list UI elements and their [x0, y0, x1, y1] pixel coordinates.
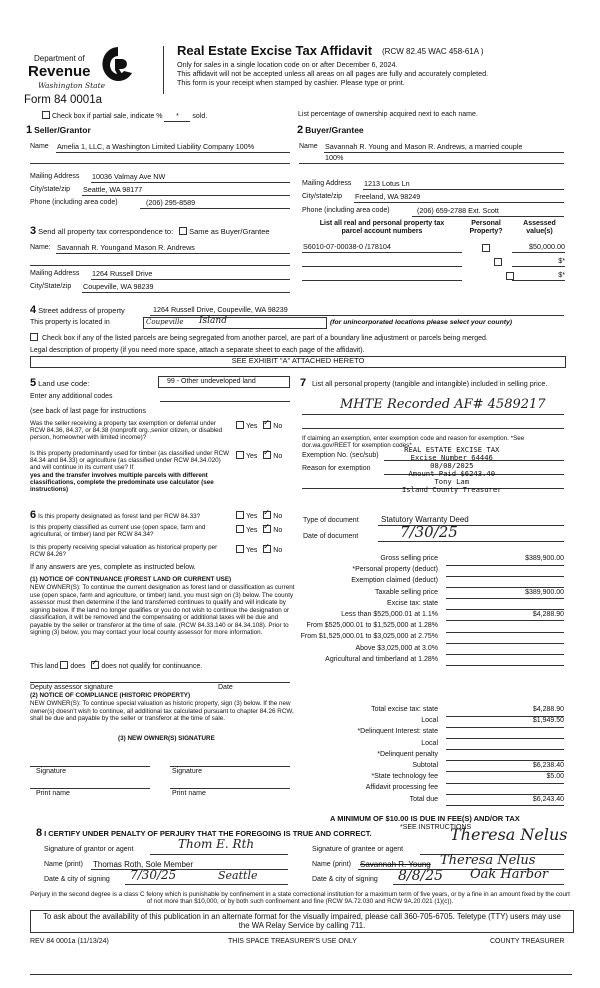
tax-row-value[interactable]: $389,900.00	[525, 588, 564, 596]
tax-row	[290, 600, 568, 611]
personal-property-label: List all personal property (tangible and intangible) included in selling price.	[312, 379, 548, 388]
land-q2-answers: Yes ✓ No	[236, 451, 282, 461]
tax-row-value[interactable]: $6,238.40	[532, 761, 564, 769]
tax-row	[290, 611, 568, 622]
minimum-fee-note: A MINIMUM OF $10.00 IS DUE IN FEE(S) AND/OR TAX	[330, 814, 520, 823]
partial-sale-row: Check box if partial sale, indicate % * sold.	[42, 111, 207, 122]
section6-q2: Is this property classified as current use (open space, farm and agricultural, or timber) land per RCW 84.34?	[30, 524, 206, 539]
land-q2: Is this property predominantly used for timber (as classified under RCW 84.34 and 84.33) or agriculture (as classified under RCW 84.34.020) and will continue in its current use? If	[30, 450, 230, 472]
grantor-city-field[interactable]: Seattle	[218, 869, 258, 882]
exemption-instruction: If claiming an exemption, enter exemption code and reason for exemption. *See dor.wa.gov/REET for exemption codes*	[302, 435, 525, 450]
deputy-signature-label: Deputy assessor signature	[30, 684, 113, 691]
legal-description-label: Legal description of property (if you need more space, attach a separate sheet to each page of the affidavit).	[30, 347, 365, 354]
form-number: Form 84 0001a	[24, 94, 102, 106]
legal-description-field[interactable]: SEE EXHIBIT "A" ATTACHED HERETO	[30, 356, 566, 368]
tax-row-label: Total due	[409, 795, 438, 803]
located-in-label: This property is located in	[30, 319, 110, 326]
dept-line-3: Washington State	[38, 81, 106, 90]
header-note-2: This affidavit will not be accepted unless all areas on all pages are fully and accurately completed.	[177, 69, 489, 78]
ownership-instruction: List percentage of ownership acquired next to each name.	[298, 111, 478, 118]
grantor-signature-label: Signature of grantor or agent	[44, 846, 134, 853]
assessed-value-1[interactable]: $50,000.00	[529, 242, 565, 251]
document-type-field[interactable]: Statutory Warranty Deed	[381, 515, 469, 524]
section6-q1-row: 6 Is this property designated as forest land per RCW 84.33?	[30, 509, 201, 521]
tax-row-label: *Delinquent Interest: state	[357, 728, 438, 736]
tax-row-label: *Personal property (deduct)	[352, 566, 438, 574]
does-qualify-checkbox[interactable]	[60, 661, 68, 669]
parcel-header-1: List all real and personal property tax parcel account numbers	[319, 220, 445, 236]
see-back-label: (see back of last page for instructions	[30, 408, 146, 415]
seller-address-field[interactable]: 10036 Valmay Ave NW	[92, 172, 166, 181]
land-use-heading: 5 Land use code:	[30, 377, 90, 389]
seller-city-field[interactable]: Seattle, WA 98177	[83, 185, 143, 194]
grantee-city-field[interactable]: Oak Harbor	[470, 867, 549, 882]
tax-row-label: Local	[421, 717, 438, 725]
seller-section-heading: 1 Seller/Grantor	[26, 124, 91, 136]
grantor-date-label: Date & city of signing	[44, 876, 110, 883]
tax-row-label: Above $3,025,000 at 3.0%	[355, 644, 438, 652]
tax-row-value[interactable]: $6,243.40	[532, 795, 564, 803]
exemption-number-label: Exemption No. (sec/sub)	[302, 452, 379, 459]
exemption-reason-label: Reason for exemption	[302, 465, 371, 472]
street-address-field[interactable]: 1264 Russell Drive, Coupeville, WA 98239	[153, 305, 288, 314]
correspondence-city-label: City/State/zip	[30, 283, 72, 290]
section6-q2-answers: Yes ✓ No	[236, 525, 282, 535]
tax-row-label: *Delinquent penalty	[377, 750, 438, 758]
buyer-address-field[interactable]: 1213 Lotus Ln	[364, 179, 410, 188]
parcel-number-1[interactable]: S6010-07-00038-0 /178104	[303, 242, 391, 251]
s6-q2-no[interactable]	[263, 525, 271, 533]
land-q1-yes[interactable]	[236, 421, 244, 429]
seller-phone-field[interactable]: (206) 295-8589	[146, 198, 196, 207]
s6-q1-yes[interactable]	[236, 511, 244, 519]
owner-signature-label-2: Signature	[172, 768, 202, 775]
correspondence-name-label: Name:	[30, 244, 51, 251]
section6-q3: Is this property receiving special valuation as historical property per RCW 84.26?	[30, 544, 218, 559]
section6-q3-answers: Yes ✓ No	[236, 545, 282, 555]
document-date-label: Date of document	[303, 533, 359, 540]
same-as-buyer-checkbox[interactable]	[179, 227, 187, 235]
land-use-code-field[interactable]: 99 - Other undeveloped land	[158, 376, 290, 388]
unincorporated-note: (for unincorporated locations please select your county)	[330, 319, 513, 326]
land-q1: Was the seller receiving a property tax exemption or deferral under RCW 84.36, 84.37, or 84.38 (nonprofit org.,senior citizen, or disabled person, homeowner with limited income)?	[30, 420, 223, 442]
buyer-city-field[interactable]: Freeland, WA 98249	[355, 192, 421, 201]
buyer-name-field-2[interactable]: 100%	[325, 153, 344, 162]
correspondence-city-field[interactable]: Coupeville, WA 98239	[83, 282, 154, 291]
certify-heading: 8 I CERTIFY UNDER PENALTY OF PERJURY THAT THE FOREGOING IS TRUE AND CORRECT.	[36, 827, 372, 839]
buyer-section-heading: 2 Buyer/Grantee	[297, 124, 364, 136]
owner-signature-heading: (3) NEW OWNER(S) SIGNATURE	[118, 735, 215, 742]
tax-row-label: Local	[421, 739, 438, 747]
title-ref: (RCW 82.45 WAC 458-61A )	[382, 47, 484, 56]
buyer-phone-field[interactable]: (206) 659-2788 Ext. Scott	[417, 206, 499, 215]
tax-row	[290, 773, 568, 784]
header-note-1: Only for sales in a single location code on or after December 6, 2024.	[177, 60, 398, 69]
tax-row	[290, 706, 568, 717]
seller-name-field[interactable]: Amelia 1, LLC, a Washington Limited Liability Company 100%	[57, 142, 255, 151]
tax-row-label: Total excise tax: state	[371, 706, 438, 713]
owner-print-name-label-2: Print name	[172, 790, 206, 797]
buyer-city-label: City/state/zip	[302, 193, 343, 200]
personal-property-checkbox-1[interactable]	[482, 244, 490, 252]
grantee-signature[interactable]: Theresa Nelus	[450, 825, 568, 844]
grantee-name-label: Name (print)	[312, 861, 351, 868]
tax-row-label: Affidavit processing fee	[365, 784, 438, 792]
tax-row	[290, 762, 568, 773]
parcel-header-2: Personal Property?	[469, 220, 503, 236]
segregated-checkbox[interactable]	[30, 333, 38, 341]
dept-line-2: Revenue	[28, 63, 91, 80]
tax-row	[290, 656, 568, 667]
revenue-logo-icon	[102, 45, 134, 85]
revision-number: REV 84 0001a (11/13/24)	[30, 938, 109, 945]
tax-row-value[interactable]: $4,288.90	[532, 610, 564, 618]
correspondence-address-label: Mailing Address	[30, 270, 80, 277]
owner-print-name-label-1: Print name	[36, 790, 70, 797]
tax-row	[290, 728, 568, 739]
tax-row	[290, 740, 568, 751]
document-date-field[interactable]: 7/30/25	[400, 523, 458, 541]
accessibility-box: To ask about the availability of this publication in an alternate format for the visually impaired, please call 360-705-6705. Teletype (TTY) users may use the WA Relay Service by calling 711.	[30, 910, 574, 933]
tax-row-value[interactable]: $389,900.00	[525, 555, 564, 562]
compliance-text: NEW OWNER(S): To continue special valuation as historic property, sign (3) below. If the new owner(s) doesn't wish to continue, all additional tax calculated pursuant to chapter 84.26 RCW, shall be due and payable by the seller or transferor at the time of sale.	[30, 700, 294, 723]
correspondence-address-field[interactable]: 1264 Russell Drive	[92, 269, 153, 278]
s6-q2-yes[interactable]	[236, 525, 244, 533]
segregated-row: Check box if any of the listed parcels are being segregated from another parcel, are part of a boundary line adjustment or parcels being merged.	[30, 333, 488, 343]
parcel-header-3: Assessed value(s)	[523, 220, 556, 236]
buyer-address-label: Mailing Address	[302, 180, 352, 187]
buyer-name-field[interactable]: Savannah R. Young and Mason R. Andrews, a married couple	[325, 142, 523, 151]
personal-property-handwriting[interactable]: MHTE Recorded AF# 4589217	[340, 397, 546, 412]
s6-q3-yes[interactable]	[236, 545, 244, 553]
tax-row	[290, 577, 568, 588]
tax-row	[290, 796, 568, 807]
s6-q3-no[interactable]	[263, 545, 271, 553]
tax-row-label: From $1,525,000.01 to $3,025,000 at 2.75%	[300, 633, 438, 641]
tax-row-value[interactable]: $5.00	[546, 773, 564, 781]
grantee-signature-label: Signature of grantee or agent	[312, 846, 404, 853]
county-treasurer-label: COUNTY TREASURER	[490, 938, 565, 945]
s6-q1-no[interactable]	[263, 511, 271, 519]
owner-signature-label-1: Signature	[36, 768, 66, 775]
page-title: Real Estate Excise Tax Affidavit	[177, 43, 373, 58]
tax-row	[290, 622, 568, 633]
tax-row-value[interactable]: $4,288.90	[532, 706, 564, 713]
assessed-value-3[interactable]: $*	[558, 270, 565, 279]
grantor-name-field[interactable]: Thomas Roth, Sole Member	[93, 860, 194, 869]
tax-row-label: Excise tax: state	[387, 599, 438, 607]
see-instructions-note: *SEE INSTRUCTIONS	[400, 824, 472, 831]
land-q2-yes[interactable]	[236, 451, 244, 459]
continuance-qualify-row: This land does ✓ does not qualify for continuance.	[30, 661, 202, 671]
tax-row-label: Less than $525,000.01 at 1.1%	[341, 610, 438, 618]
personal-property-heading: 7	[300, 377, 307, 389]
deputy-date-label: Date	[218, 684, 233, 691]
section6-q1-answers: Yes ✓ No	[236, 511, 282, 521]
perjury-notice: Perjury in the second degree is a class C felony which is punishable by confinement in a state correctional institution for a maximum term of five years, or by a fine in an amount fixed by the court of not more than $10,000, or by both such confinement and fine (RCW 9A.72.030 and RCW 9A.20.021 (1)(c)).	[30, 891, 570, 906]
tax-row	[290, 645, 568, 656]
grantee-date-label: Date & city of signing	[312, 876, 378, 883]
tax-row-label: From $525,000.01 to $1,525,000 at 1.28%	[306, 622, 438, 630]
grantee-date-field[interactable]: 8/8/25	[398, 868, 444, 884]
grantee-name-struck: Savannah R. Young	[360, 860, 431, 869]
tax-totals-block	[290, 706, 568, 807]
continuance-heading: (1) NOTICE OF CONTINUANCE (FOREST LAND OR CURRENT USE)	[30, 576, 232, 583]
does-not-qualify-checkbox[interactable]	[91, 661, 99, 669]
grantor-date-field[interactable]: 7/30/25	[130, 868, 177, 882]
document-type-label: Type of document	[303, 517, 359, 524]
additional-codes-label: Enter any additional codes	[30, 393, 113, 400]
seller-address-label: Mailing Address	[30, 173, 80, 180]
tax-row-label: *State technology fee	[371, 773, 438, 781]
personal-property-checkbox-3[interactable]	[506, 272, 514, 280]
section6-instruct: If any answers are yes, complete as instructed below.	[30, 564, 196, 571]
grantor-name-label: Name (print)	[44, 861, 83, 868]
tax-row-label: Subtotal	[412, 761, 438, 769]
tax-row-value[interactable]: $1,949.50	[532, 717, 564, 725]
header-note-3: This form is your receipt when stamped by cashier. Please type or print.	[177, 78, 405, 87]
partial-sale-checkbox[interactable]	[42, 111, 50, 119]
land-q1-no[interactable]	[263, 421, 271, 429]
partial-sale-value[interactable]: *	[164, 113, 190, 122]
seller-name-label: Name	[30, 143, 49, 150]
land-q2b: yes and the transfer involves multiple parcels with different classifications, complete the predominate use calculator (see instructions)	[30, 472, 214, 494]
assessed-value-2[interactable]: $*	[558, 256, 565, 265]
tax-row	[290, 717, 568, 728]
tax-row-label: Exemption claimed (deduct)	[351, 577, 438, 585]
buyer-name-label: Name	[299, 143, 318, 150]
compliance-heading: (2) NOTICE OF COMPLIANCE (HISTORIC PROPERTY)	[30, 692, 191, 699]
tax-row-label: Taxable selling price	[374, 588, 438, 596]
correspondence-heading: 3 Send all property tax correspondence to: Same as Buyer/Grantee	[30, 225, 270, 237]
treasurer-use-only: THIS SPACE TREASURER'S USE ONLY	[228, 938, 357, 945]
tax-row	[290, 633, 568, 644]
land-q2-no[interactable]	[263, 451, 271, 459]
seller-phone-label: Phone (including area code)	[30, 199, 118, 206]
land-q1-answers: Yes ✓ No	[236, 421, 282, 431]
dept-line-1: Department of	[34, 54, 85, 63]
tax-row-label: Agricultural and timberland at 1.28%	[325, 655, 438, 663]
tax-row	[290, 566, 568, 577]
tax-calculation-block	[290, 555, 568, 667]
tax-row	[290, 589, 568, 600]
buyer-phone-label: Phone (including area code)	[302, 207, 390, 214]
grantor-signature[interactable]: Thom E. Rth	[178, 837, 255, 851]
personal-property-checkbox-2[interactable]	[494, 258, 502, 266]
grantee-name-handwritten[interactable]: Theresa Nelus	[440, 853, 536, 868]
seller-city-label: City/state/zip	[30, 186, 71, 193]
treasurer-stamp: REAL ESTATE EXCISE TAX Excise Number 64446 08/08/2025 Amount Paid $6243.40 Tony Lam Island County Treasurer	[402, 445, 502, 495]
continuance-text: NEW OWNER(S): To continue the current designation as forest land or classification as current use (open space, farm and agriculture, or timber) land, you must sign on (3) below. The county assessor must then determine if the land transferred continues to qualify and will indicate by signing below. If the land no longer qualifies or you do not wish to continue the designation or classification, it will be removed and the compensating or additional taxes will be due and payable by the seller or transferor at the time of sale. (RCW 84.33.140 or 84.34.108). Prior to signing (3) below, you may contact your local county assessor for more information.	[30, 584, 295, 637]
street-address-row: 4 Street address of property	[30, 304, 125, 316]
tax-row-label: Gross selling price	[380, 555, 438, 562]
correspondence-name-field[interactable]: Savannah R. Youngand Mason R. Andrews	[57, 243, 195, 252]
tax-row	[290, 555, 568, 566]
tax-row	[290, 784, 568, 795]
located-in-select[interactable]: Coupeville Island	[143, 317, 327, 329]
tax-row	[290, 751, 568, 762]
